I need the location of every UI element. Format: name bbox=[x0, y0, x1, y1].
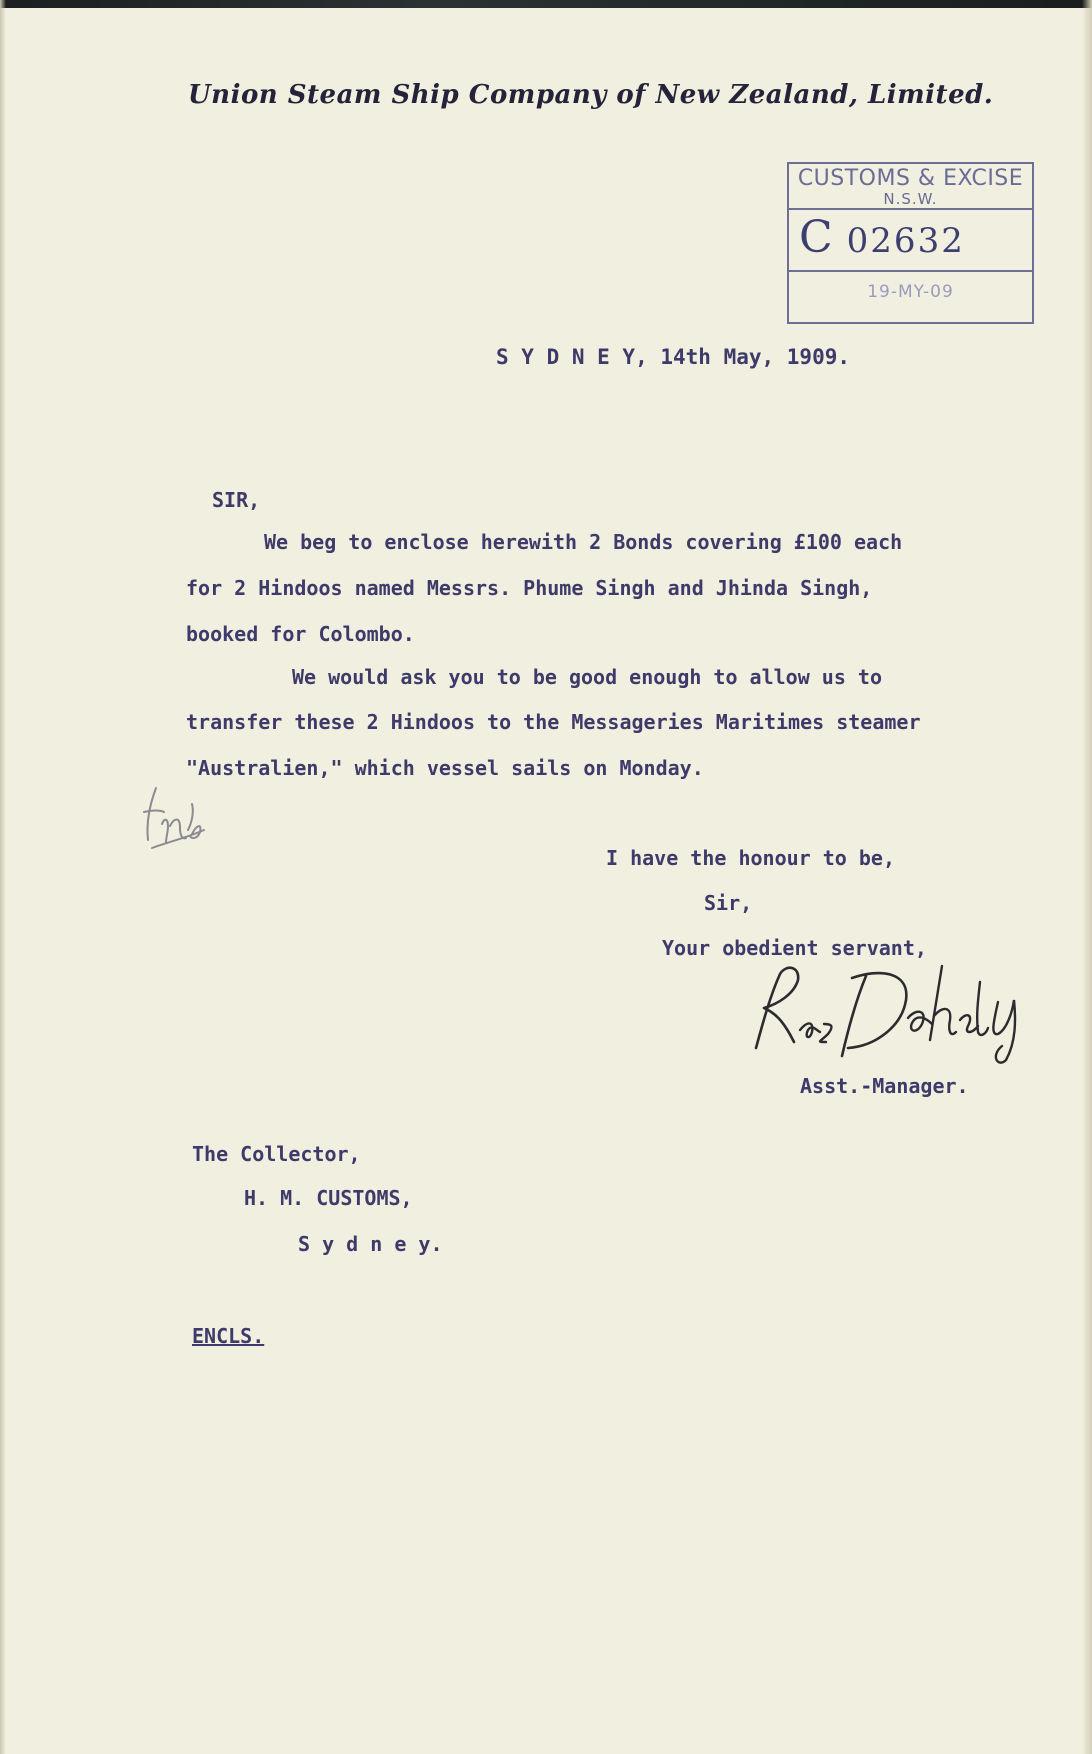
letterhead: Union Steam Ship Company of New Zealand, Limited. bbox=[188, 80, 994, 110]
salutation: SIR, bbox=[212, 488, 261, 512]
body-line: transfer these 2 Hindoos to the Messageries Maritimes steamer bbox=[186, 710, 921, 734]
body-line: We would ask you to be good enough to allow us to bbox=[292, 665, 883, 689]
stamp-subtitle: N.S.W. bbox=[883, 190, 938, 208]
addressee-line: The Collector, bbox=[192, 1142, 361, 1166]
scan-left-edge bbox=[0, 0, 6, 1754]
body-line: booked for Colombo. bbox=[186, 622, 415, 646]
closing-line: I have the honour to be, bbox=[606, 846, 895, 870]
stamp-number: 02632 bbox=[846, 221, 965, 261]
customs-stamp bbox=[787, 162, 1034, 324]
margin-initials bbox=[142, 782, 210, 852]
dateline: S Y D N E Y, 14th May, 1909. bbox=[496, 345, 851, 369]
signatory-title: Asst.-Manager. bbox=[800, 1074, 969, 1098]
body-line: "Australien," which vessel sails on Monday. bbox=[186, 756, 704, 780]
body-line: We beg to enclose herewith 2 Bonds covering £100 each bbox=[264, 530, 903, 554]
scan-top-edge bbox=[0, 0, 1092, 8]
closing-line: Your obedient servant, bbox=[662, 936, 927, 960]
stamp-divider bbox=[789, 208, 1032, 210]
stamp-title: CUSTOMS & EXCISE bbox=[797, 166, 1024, 191]
stamp-date: 19-MY-09 bbox=[867, 282, 954, 302]
scan-right-edge bbox=[1082, 0, 1092, 1754]
stamp-prefix: C bbox=[799, 212, 833, 263]
body-line: for 2 Hindoos named Messrs. Phume Singh and Jhinda Singh, bbox=[186, 576, 873, 600]
stamp-number-row bbox=[799, 212, 965, 263]
stamp-divider bbox=[789, 270, 1032, 272]
enclosures-note: ENCLS. bbox=[192, 1324, 265, 1348]
addressee-city: S y d n e y. bbox=[298, 1232, 443, 1256]
closing-sir: Sir, bbox=[704, 891, 753, 915]
signature bbox=[716, 960, 1042, 1064]
addressee-line: H. M. CUSTOMS, bbox=[244, 1186, 413, 1210]
